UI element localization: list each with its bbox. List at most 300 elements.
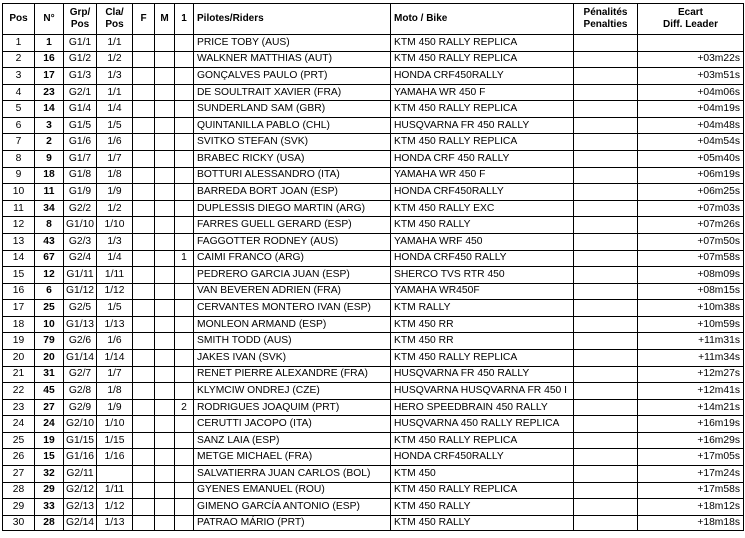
table-row bbox=[3, 466, 744, 483]
header-riders: Pilotes/Riders bbox=[194, 4, 391, 35]
cell-diff-leader: +12m41s bbox=[638, 383, 744, 400]
cell-1 bbox=[175, 283, 194, 300]
cell-diff-leader: +10m59s bbox=[638, 316, 744, 333]
header-f: F bbox=[133, 4, 155, 35]
cell-f bbox=[133, 366, 155, 383]
header-penalties bbox=[574, 4, 638, 35]
cell-m bbox=[155, 349, 175, 366]
cell-penalties bbox=[574, 515, 638, 530]
cell-group-pos: G2/9 bbox=[64, 399, 97, 416]
cell-penalties bbox=[574, 499, 638, 516]
cell-number: 6 bbox=[35, 283, 64, 300]
cell-rider: RENET PIERRE ALEXANDRE (FRA) bbox=[194, 366, 391, 383]
cell-group-pos: G1/14 bbox=[64, 349, 97, 366]
cell-1 bbox=[175, 316, 194, 333]
header-diff-leader-line1: Ecart bbox=[677, 7, 703, 18]
table-row bbox=[3, 134, 744, 151]
cell-number: 15 bbox=[35, 449, 64, 466]
cell-number: 29 bbox=[35, 482, 64, 499]
cell-f bbox=[133, 300, 155, 317]
cell-pos: 19 bbox=[3, 333, 35, 350]
cell-1 bbox=[175, 499, 194, 516]
cell-rider: PRICE TOBY (AUS) bbox=[194, 35, 391, 52]
table-row bbox=[3, 84, 744, 101]
cell-class-pos: 1/12 bbox=[97, 499, 133, 516]
results-table bbox=[2, 3, 744, 531]
cell-group-pos: G1/3 bbox=[64, 68, 97, 85]
cell-group-pos: G1/4 bbox=[64, 101, 97, 118]
cell-pos: 16 bbox=[3, 283, 35, 300]
header-class-pos bbox=[97, 4, 133, 35]
table-row bbox=[3, 482, 744, 499]
cell-group-pos: G1/12 bbox=[64, 283, 97, 300]
cell-class-pos: 1/13 bbox=[97, 316, 133, 333]
cell-group-pos: G1/11 bbox=[64, 267, 97, 284]
cell-number: 3 bbox=[35, 117, 64, 134]
cell-penalties bbox=[574, 482, 638, 499]
cell-diff-leader: +03m22s bbox=[638, 51, 744, 68]
cell-diff-leader: +08m09s bbox=[638, 267, 744, 284]
cell-f bbox=[133, 250, 155, 267]
cell-pos: 12 bbox=[3, 217, 35, 234]
cell-m bbox=[155, 217, 175, 234]
cell-diff-leader: +07m26s bbox=[638, 217, 744, 234]
table-row bbox=[3, 167, 744, 184]
cell-bike: KTM 450 RALLY REPLICA bbox=[391, 432, 574, 449]
cell-pos: 13 bbox=[3, 233, 35, 250]
cell-bike: YAMAHA WR450F bbox=[391, 283, 574, 300]
cell-1 bbox=[175, 51, 194, 68]
cell-diff-leader: +10m38s bbox=[638, 300, 744, 317]
header-penalties-line2: Penalties bbox=[583, 19, 628, 30]
cell-class-pos: 1/7 bbox=[97, 151, 133, 168]
cell-bike: HUSQVARNA 450 RALLY REPLICA bbox=[391, 416, 574, 433]
cell-diff-leader: +12m27s bbox=[638, 366, 744, 383]
cell-f bbox=[133, 184, 155, 201]
cell-diff-leader: +11m34s bbox=[638, 349, 744, 366]
cell-number: 10 bbox=[35, 316, 64, 333]
cell-f bbox=[133, 283, 155, 300]
header-penalties-line1: Pénalités bbox=[583, 7, 628, 18]
cell-m bbox=[155, 316, 175, 333]
table-row bbox=[3, 449, 744, 466]
cell-m bbox=[155, 101, 175, 118]
header-pos: Pos bbox=[3, 4, 35, 35]
cell-rider: SVITKO STEFAN (SVK) bbox=[194, 134, 391, 151]
cell-pos: 6 bbox=[3, 117, 35, 134]
cell-diff-leader: +06m19s bbox=[638, 167, 744, 184]
cell-f bbox=[133, 316, 155, 333]
cell-diff-leader: +18m18s bbox=[638, 515, 744, 530]
cell-pos: 7 bbox=[3, 134, 35, 151]
cell-group-pos: G2/1 bbox=[64, 84, 97, 101]
cell-penalties bbox=[574, 84, 638, 101]
cell-number: 24 bbox=[35, 416, 64, 433]
cell-group-pos: G1/9 bbox=[64, 184, 97, 201]
cell-class-pos: 1/5 bbox=[97, 117, 133, 134]
cell-f bbox=[133, 233, 155, 250]
cell-m bbox=[155, 449, 175, 466]
table-row bbox=[3, 300, 744, 317]
cell-m bbox=[155, 151, 175, 168]
cell-rider: FARRES GUELL GERARD (ESP) bbox=[194, 217, 391, 234]
cell-class-pos: 1/2 bbox=[97, 51, 133, 68]
table-row bbox=[3, 432, 744, 449]
cell-penalties bbox=[574, 399, 638, 416]
cell-bike: KTM 450 RALLY REPLICA bbox=[391, 35, 574, 52]
cell-penalties bbox=[574, 267, 638, 284]
cell-1 bbox=[175, 515, 194, 530]
cell-group-pos: G2/3 bbox=[64, 233, 97, 250]
cell-number: 17 bbox=[35, 68, 64, 85]
cell-diff-leader: +08m15s bbox=[638, 283, 744, 300]
cell-group-pos: G1/6 bbox=[64, 134, 97, 151]
cell-f bbox=[133, 515, 155, 530]
cell-diff-leader: +17m24s bbox=[638, 466, 744, 483]
header-number: N° bbox=[35, 4, 64, 35]
cell-number: 32 bbox=[35, 466, 64, 483]
cell-class-pos: 1/11 bbox=[97, 482, 133, 499]
cell-class-pos: 1/10 bbox=[97, 416, 133, 433]
cell-penalties bbox=[574, 283, 638, 300]
cell-penalties bbox=[574, 200, 638, 217]
cell-1 bbox=[175, 151, 194, 168]
cell-number: 1 bbox=[35, 35, 64, 52]
table-row bbox=[3, 217, 744, 234]
cell-class-pos: 1/10 bbox=[97, 217, 133, 234]
cell-rider: WALKNER MATTHIAS (AUT) bbox=[194, 51, 391, 68]
cell-1 bbox=[175, 449, 194, 466]
cell-1 bbox=[175, 300, 194, 317]
cell-rider: CAIMI FRANCO (ARG) bbox=[194, 250, 391, 267]
table-row bbox=[3, 250, 744, 267]
cell-pos: 20 bbox=[3, 349, 35, 366]
cell-rider: SANZ LAIA (ESP) bbox=[194, 432, 391, 449]
cell-bike: KTM 450 RALLY REPLICA bbox=[391, 349, 574, 366]
cell-class-pos: 1/2 bbox=[97, 200, 133, 217]
cell-1 bbox=[175, 482, 194, 499]
cell-f bbox=[133, 349, 155, 366]
cell-group-pos: G2/5 bbox=[64, 300, 97, 317]
cell-1 bbox=[175, 383, 194, 400]
header-row bbox=[3, 4, 744, 35]
table-row bbox=[3, 383, 744, 400]
cell-1 bbox=[175, 267, 194, 284]
cell-class-pos: 1/9 bbox=[97, 399, 133, 416]
cell-group-pos: G1/13 bbox=[64, 316, 97, 333]
header-group-pos-line2: Pos bbox=[70, 19, 90, 30]
cell-number: 28 bbox=[35, 515, 64, 530]
cell-pos: 15 bbox=[3, 267, 35, 284]
cell-rider: KLYMCIW ONDREJ (CZE) bbox=[194, 383, 391, 400]
cell-pos: 17 bbox=[3, 300, 35, 317]
cell-group-pos: G2/11 bbox=[64, 466, 97, 483]
cell-f bbox=[133, 383, 155, 400]
cell-number: 67 bbox=[35, 250, 64, 267]
cell-rider: BRABEC RICKY (USA) bbox=[194, 151, 391, 168]
cell-1 bbox=[175, 333, 194, 350]
cell-class-pos: 1/16 bbox=[97, 449, 133, 466]
cell-f bbox=[133, 267, 155, 284]
cell-rider: GONÇALVES PAULO (PRT) bbox=[194, 68, 391, 85]
cell-group-pos: G1/1 bbox=[64, 35, 97, 52]
table-row bbox=[3, 101, 744, 118]
cell-m bbox=[155, 267, 175, 284]
cell-diff-leader bbox=[638, 35, 744, 52]
cell-class-pos bbox=[97, 466, 133, 483]
cell-diff-leader: +07m50s bbox=[638, 233, 744, 250]
cell-m bbox=[155, 250, 175, 267]
cell-1 bbox=[175, 349, 194, 366]
cell-penalties bbox=[574, 151, 638, 168]
header-bike: Moto / Bike bbox=[391, 4, 574, 35]
cell-diff-leader: +17m58s bbox=[638, 482, 744, 499]
cell-m bbox=[155, 84, 175, 101]
cell-f bbox=[133, 482, 155, 499]
cell-rider: DUPLESSIS DIEGO MARTIN (ARG) bbox=[194, 200, 391, 217]
cell-penalties bbox=[574, 184, 638, 201]
cell-rider: QUINTANILLA PABLO (CHL) bbox=[194, 117, 391, 134]
cell-rider: PATRAO MÁRIO (PRT) bbox=[194, 515, 391, 530]
cell-f bbox=[133, 333, 155, 350]
cell-penalties bbox=[574, 333, 638, 350]
cell-penalties bbox=[574, 300, 638, 317]
cell-number: 8 bbox=[35, 217, 64, 234]
table-row bbox=[3, 233, 744, 250]
cell-m bbox=[155, 366, 175, 383]
cell-penalties bbox=[574, 217, 638, 234]
cell-class-pos: 1/8 bbox=[97, 383, 133, 400]
cell-f bbox=[133, 499, 155, 516]
cell-bike: YAMAHA WR 450 F bbox=[391, 167, 574, 184]
header-group-pos bbox=[64, 4, 97, 35]
cell-m bbox=[155, 167, 175, 184]
header-m: M bbox=[155, 4, 175, 35]
cell-1 bbox=[175, 134, 194, 151]
cell-f bbox=[133, 432, 155, 449]
cell-pos: 4 bbox=[3, 84, 35, 101]
cell-pos: 25 bbox=[3, 432, 35, 449]
cell-number: 23 bbox=[35, 84, 64, 101]
cell-group-pos: G2/2 bbox=[64, 200, 97, 217]
table-row bbox=[3, 117, 744, 134]
cell-number: 45 bbox=[35, 383, 64, 400]
cell-group-pos: G1/2 bbox=[64, 51, 97, 68]
cell-m bbox=[155, 482, 175, 499]
cell-1 bbox=[175, 167, 194, 184]
table-row bbox=[3, 499, 744, 516]
cell-bike: KTM 450 RR bbox=[391, 316, 574, 333]
table-row bbox=[3, 151, 744, 168]
table-row bbox=[3, 366, 744, 383]
cell-number: 14 bbox=[35, 101, 64, 118]
table-row bbox=[3, 200, 744, 217]
cell-m bbox=[155, 233, 175, 250]
cell-rider: SMITH TODD (AUS) bbox=[194, 333, 391, 350]
table-row bbox=[3, 399, 744, 416]
cell-number: 16 bbox=[35, 51, 64, 68]
table-row bbox=[3, 333, 744, 350]
cell-rider: DE SOULTRAIT XAVIER (FRA) bbox=[194, 84, 391, 101]
cell-bike: HUSQVARNA HUSQVARNA FR 450 I bbox=[391, 383, 574, 400]
table-row bbox=[3, 416, 744, 433]
cell-class-pos: 1/3 bbox=[97, 68, 133, 85]
cell-penalties bbox=[574, 366, 638, 383]
cell-penalties bbox=[574, 68, 638, 85]
cell-pos: 23 bbox=[3, 399, 35, 416]
cell-pos: 1 bbox=[3, 35, 35, 52]
cell-f bbox=[133, 466, 155, 483]
cell-diff-leader: +17m05s bbox=[638, 449, 744, 466]
cell-class-pos: 1/15 bbox=[97, 432, 133, 449]
cell-penalties bbox=[574, 117, 638, 134]
cell-group-pos: G1/10 bbox=[64, 217, 97, 234]
cell-f bbox=[133, 84, 155, 101]
cell-bike: HERO SPEEDBRAIN 450 RALLY bbox=[391, 399, 574, 416]
cell-f bbox=[133, 151, 155, 168]
cell-penalties bbox=[574, 349, 638, 366]
cell-f bbox=[133, 101, 155, 118]
cell-pos: 10 bbox=[3, 184, 35, 201]
cell-diff-leader: +14m21s bbox=[638, 399, 744, 416]
cell-rider: GIMENO GARCÍA ANTONIO (ESP) bbox=[194, 499, 391, 516]
cell-pos: 2 bbox=[3, 51, 35, 68]
cell-f bbox=[133, 167, 155, 184]
cell-1 bbox=[175, 466, 194, 483]
header-diff-leader bbox=[638, 4, 744, 35]
cell-penalties bbox=[574, 233, 638, 250]
cell-1 bbox=[175, 233, 194, 250]
cell-rider: RODRIGUES JOAQUIM (PRT) bbox=[194, 399, 391, 416]
cell-bike: SHERCO TVS RTR 450 bbox=[391, 267, 574, 284]
cell-rider: BARREDA BORT JOAN (ESP) bbox=[194, 184, 391, 201]
cell-f bbox=[133, 200, 155, 217]
cell-pos: 9 bbox=[3, 167, 35, 184]
cell-1 bbox=[175, 432, 194, 449]
cell-bike: KTM 450 RALLY bbox=[391, 515, 574, 530]
cell-number: 25 bbox=[35, 300, 64, 317]
cell-diff-leader: +04m48s bbox=[638, 117, 744, 134]
cell-m bbox=[155, 466, 175, 483]
cell-pos: 24 bbox=[3, 416, 35, 433]
cell-m bbox=[155, 117, 175, 134]
cell-penalties bbox=[574, 101, 638, 118]
cell-class-pos: 1/3 bbox=[97, 233, 133, 250]
cell-group-pos: G1/7 bbox=[64, 151, 97, 168]
cell-bike: YAMAHA WR 450 F bbox=[391, 84, 574, 101]
cell-penalties bbox=[574, 167, 638, 184]
cell-penalties bbox=[574, 432, 638, 449]
cell-pos: 22 bbox=[3, 383, 35, 400]
table-row bbox=[3, 51, 744, 68]
cell-number: 19 bbox=[35, 432, 64, 449]
cell-pos: 30 bbox=[3, 515, 35, 530]
cell-pos: 26 bbox=[3, 449, 35, 466]
cell-m bbox=[155, 68, 175, 85]
cell-m bbox=[155, 432, 175, 449]
cell-diff-leader: +11m31s bbox=[638, 333, 744, 350]
cell-class-pos: 1/14 bbox=[97, 349, 133, 366]
cell-class-pos: 1/9 bbox=[97, 184, 133, 201]
cell-penalties bbox=[574, 466, 638, 483]
cell-number: 34 bbox=[35, 200, 64, 217]
cell-bike: HONDA CRF 450 RALLY bbox=[391, 151, 574, 168]
cell-1 bbox=[175, 84, 194, 101]
cell-1: 1 bbox=[175, 250, 194, 267]
cell-rider: JAKES IVAN (SVK) bbox=[194, 349, 391, 366]
cell-group-pos: G2/13 bbox=[64, 499, 97, 516]
table-row bbox=[3, 515, 744, 530]
header-diff-leader-line2: Diff. Leader bbox=[662, 19, 718, 30]
cell-group-pos: G2/4 bbox=[64, 250, 97, 267]
cell-m bbox=[155, 134, 175, 151]
table-row bbox=[3, 267, 744, 284]
cell-pos: 28 bbox=[3, 482, 35, 499]
cell-diff-leader: +04m19s bbox=[638, 101, 744, 118]
cell-rider: GYENES EMANUEL (ROU) bbox=[194, 482, 391, 499]
cell-bike: HONDA CRF450RALLY bbox=[391, 449, 574, 466]
cell-group-pos: G2/14 bbox=[64, 515, 97, 530]
cell-bike: KTM 450 RALLY bbox=[391, 499, 574, 516]
cell-f bbox=[133, 68, 155, 85]
cell-1: 2 bbox=[175, 399, 194, 416]
cell-class-pos: 1/6 bbox=[97, 134, 133, 151]
cell-m bbox=[155, 383, 175, 400]
cell-m bbox=[155, 333, 175, 350]
cell-class-pos: 1/5 bbox=[97, 300, 133, 317]
cell-class-pos: 1/7 bbox=[97, 366, 133, 383]
cell-bike: KTM 450 RALLY REPLICA bbox=[391, 134, 574, 151]
cell-number: 20 bbox=[35, 349, 64, 366]
cell-m bbox=[155, 35, 175, 52]
cell-class-pos: 1/8 bbox=[97, 167, 133, 184]
cell-m bbox=[155, 399, 175, 416]
cell-number: 11 bbox=[35, 184, 64, 201]
cell-number: 31 bbox=[35, 366, 64, 383]
cell-penalties bbox=[574, 416, 638, 433]
cell-class-pos: 1/4 bbox=[97, 101, 133, 118]
cell-class-pos: 1/1 bbox=[97, 84, 133, 101]
cell-f bbox=[133, 117, 155, 134]
cell-bike: HONDA CRF450RALLY bbox=[391, 68, 574, 85]
cell-pos: 3 bbox=[3, 68, 35, 85]
cell-bike: HUSQVARNA FR 450 RALLY bbox=[391, 366, 574, 383]
cell-1 bbox=[175, 366, 194, 383]
cell-group-pos: G1/5 bbox=[64, 117, 97, 134]
cell-diff-leader: +06m25s bbox=[638, 184, 744, 201]
cell-m bbox=[155, 51, 175, 68]
cell-m bbox=[155, 515, 175, 530]
cell-rider: CERUTTI JACOPO (ITA) bbox=[194, 416, 391, 433]
cell-pos: 18 bbox=[3, 316, 35, 333]
table-row bbox=[3, 68, 744, 85]
cell-rider: VAN BEVEREN ADRIEN (FRA) bbox=[194, 283, 391, 300]
cell-rider: CERVANTES MONTERO IVAN (ESP) bbox=[194, 300, 391, 317]
cell-f bbox=[133, 416, 155, 433]
cell-f bbox=[133, 399, 155, 416]
cell-penalties bbox=[574, 51, 638, 68]
cell-bike: KTM 450 RALLY REPLICA bbox=[391, 482, 574, 499]
cell-bike: HUSQVARNA FR 450 RALLY bbox=[391, 117, 574, 134]
cell-m bbox=[155, 184, 175, 201]
cell-class-pos: 1/13 bbox=[97, 515, 133, 530]
cell-rider: PEDRERO GARCIA JUAN (ESP) bbox=[194, 267, 391, 284]
cell-class-pos: 1/6 bbox=[97, 333, 133, 350]
cell-rider: METGE MICHAEL (FRA) bbox=[194, 449, 391, 466]
cell-bike: YAMAHA WRF 450 bbox=[391, 233, 574, 250]
cell-group-pos: G1/8 bbox=[64, 167, 97, 184]
cell-number: 18 bbox=[35, 167, 64, 184]
